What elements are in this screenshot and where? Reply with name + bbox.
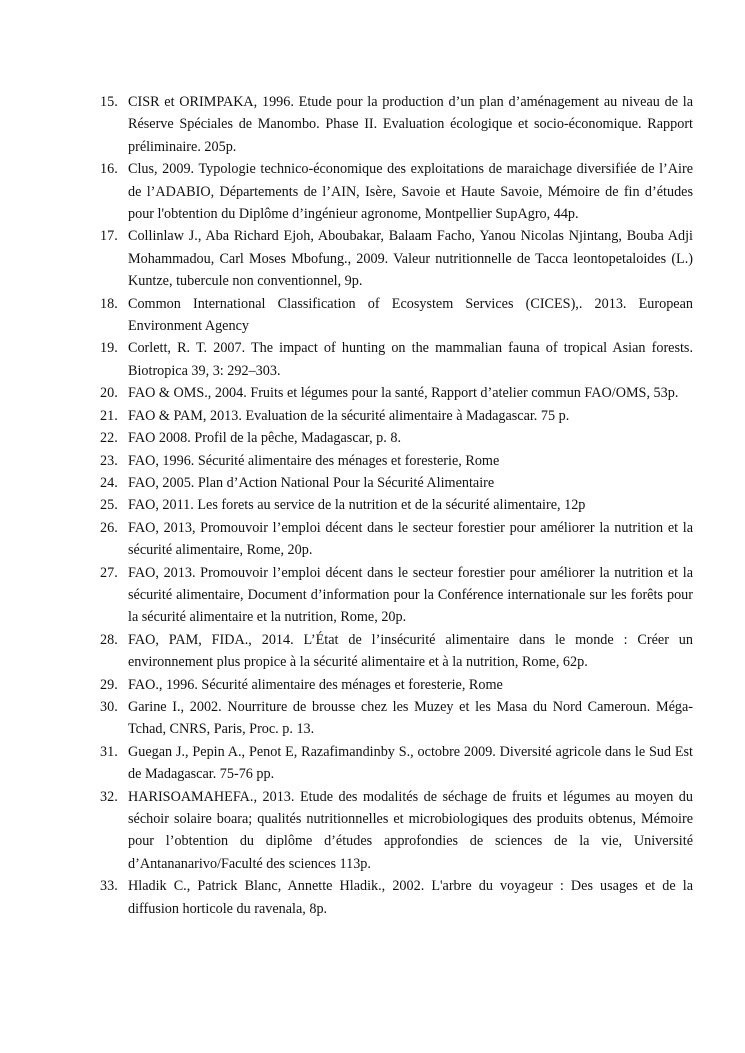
reference-number: 17. (100, 228, 118, 245)
reference-number: 26. (100, 519, 118, 536)
reference-number: 32. (100, 788, 118, 805)
reference-text: CISR et ORIMPAKA, 1996. Etude pour la production d’un plan d’aménagement au niveau de la Réserve Spéciales de Manombo. Phase II. Evaluation écologique et socio-économique. Rapport préliminaire. 205p. (128, 94, 693, 155)
reference-number: 20. (100, 385, 118, 402)
reference-text: FAO, 1996. Sécurité alimentaire des ménages et foresterie, Rome (128, 452, 500, 469)
reference-number: 33. (100, 878, 118, 895)
reference-item (100, 337, 693, 382)
reference-number: 18. (100, 295, 118, 312)
reference-text: Guegan J., Pepin A., Penot E, Razafimandinby S., octobre 2009. Diversité agricole dans le Sud Est de Madagascar. 75-76 pp. (128, 743, 693, 783)
reference-number: 27. (100, 564, 118, 581)
reference-item (100, 91, 693, 158)
reference-text: Collinlaw J., Aba Richard Ejoh, Aboubakar, Balaam Facho, Yanou Nicolas Njintang, Bouba Adji Mohammadou, Carl Moses Mbofung., 2009. Valeur nutritionnelle de Tacca leontopetaloides (L.) Kuntze, tubercule non conventionnel, 9p. (128, 228, 693, 290)
reference-number: 16. (100, 161, 118, 178)
reference-text: FAO & OMS., 2004. Fruits et légumes pour la santé, Rapport d’atelier commun FAO/OMS, 53p. (128, 385, 679, 402)
reference-item (100, 450, 693, 472)
reference-item (100, 875, 693, 920)
reference-item (100, 405, 693, 427)
reference-number: 28. (100, 631, 118, 648)
reference-item (100, 629, 693, 674)
reference-text: FAO, 2011. Les forets au service de la nutrition et de la sécurité alimentaire, 12p (128, 497, 586, 514)
reference-item (100, 382, 693, 404)
reference-item (100, 427, 693, 449)
reference-item (100, 696, 693, 741)
reference-number: 21. (100, 407, 118, 424)
reference-item (100, 517, 693, 562)
reference-number: 15. (100, 94, 118, 110)
reference-number: 22. (100, 430, 118, 447)
reference-number: 19. (100, 340, 118, 357)
reference-text: FAO., 1996. Sécurité alimentaire des ménages et foresterie, Rome (128, 676, 503, 693)
reference-text: HARISOAMAHEFA., 2013. Etude des modalités de séchage de fruits et légumes au moyen du séchoir solaire boara; qualités nutritionnelles et microbiologiques des produits obtenus, Mémoire pour l’obtention du diplôme d’études approfondies de sciences de la vie, Université d’Antananarivo/Faculté des sciences 113p. (128, 788, 693, 872)
reference-number: 25. (100, 497, 118, 514)
reference-text: FAO, 2005. Plan d’Action National Pour la Sécurité Alimentaire (128, 474, 495, 491)
reference-item (100, 562, 693, 629)
reference-number: 23. (100, 452, 118, 469)
reference-item (100, 225, 693, 292)
reference-text: FAO, 2013, Promouvoir l’emploi décent dans le secteur forestier pour améliorer la nutrition et la sécurité alimentaire, Rome, 20p. (128, 519, 693, 559)
reference-number: 24. (100, 474, 118, 491)
reference-text: Corlett, R. T. 2007. The impact of hunting on the mammalian fauna of tropical Asian forests. Biotropica 39, 3: 292–303. (128, 340, 693, 379)
reference-number: 31. (100, 743, 118, 760)
reference-item (100, 494, 693, 516)
reference-item (100, 293, 693, 338)
reference-text: Clus, 2009. Typologie technico-économique des exploitations de maraichage diversifiée de l’Aire de l’ADABIO, Départements de l’AIN, Isère, Savoie et Haute Savoie, Mémoire de fin d’études pour l'obtention du Diplôme d’ingénieur agronome, Montpellier SupAgro, 44p. (128, 161, 693, 223)
reference-text: FAO, PAM, FIDA., 2014. L’État de l’insécurité alimentaire dans le monde : Créer un environnement plus propice à la sécurité alimentaire et à la nutrition, Rome, 62p. (128, 631, 693, 671)
reference-text: FAO & PAM, 2013. Evaluation de la sécurité alimentaire à Madagascar. 75 p. (128, 407, 570, 424)
reference-item (100, 741, 693, 786)
reference-number: 29. (100, 676, 118, 693)
reference-text: FAO, 2013. Promouvoir l’emploi décent dans le secteur forestier pour améliorer la nutrition et la sécurité alimentaire, Document d’information pour la Conférence internationale sur les forêts pour la sécurité alimentaire et la nutrition, Rome, 20p. (128, 564, 693, 626)
reference-text: FAO 2008. Profil de la pêche, Madagascar, p. 8. (128, 430, 401, 447)
reference-item (100, 472, 693, 494)
reference-text: Hladik C., Patrick Blanc, Annette Hladik., 2002. L'arbre du voyageur : Des usages et de la diffusion horticole du ravenala, 8p. (128, 878, 693, 917)
reference-list (100, 91, 693, 920)
reference-item (100, 158, 693, 225)
reference-item (100, 786, 693, 876)
reference-text: Garine I., 2002. Nourriture de brousse chez les Muzey et les Masa du Nord Cameroun. Méga-Tchad, CNRS, Paris, Proc. p. 13. (128, 698, 693, 738)
reference-number: 30. (100, 698, 118, 715)
reference-text: Common International Classification of Ecosystem Services (CICES),. 2013. European Environment Agency (128, 295, 693, 335)
reference-item (100, 674, 693, 696)
